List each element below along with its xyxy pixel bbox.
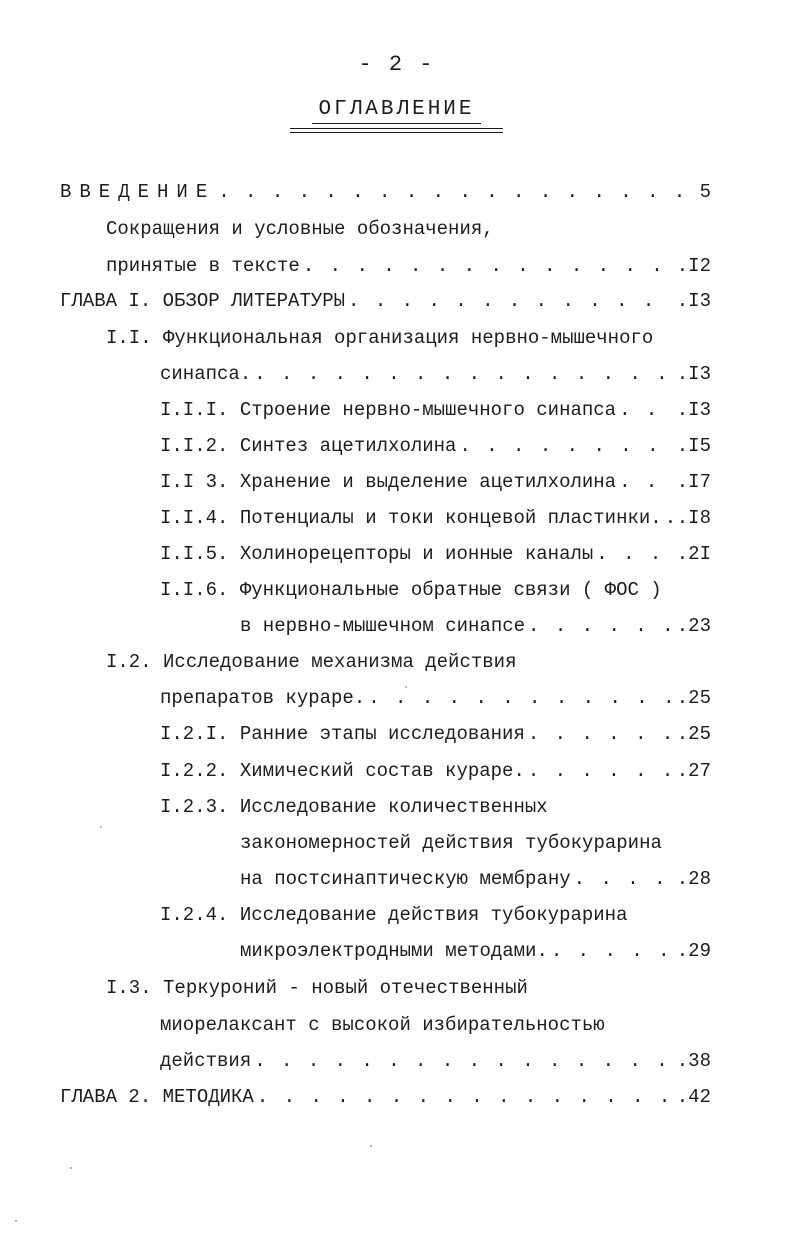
toc-entry-section-1-1-2 <box>160 435 711 465</box>
toc-entry-page: .28 <box>676 868 711 890</box>
toc-entry-label: Сокращения и условные обозначения, <box>106 218 494 240</box>
toc-entry-label: I.I.4. Потенциалы и токи концевой пластинки. <box>160 507 662 529</box>
toc-entry-section-1-2-3-cont2 <box>240 868 711 898</box>
dot-leader <box>254 363 674 385</box>
dot-leader <box>257 1086 674 1108</box>
toc-entry-label: ГЛАВА I. ОБЗОР ЛИТЕРАТУРЫ <box>60 290 346 312</box>
toc-entry-label: миорелаксант с высокой избирательностью <box>160 1014 605 1036</box>
toc-entry-label: принятые в тексте <box>106 255 300 277</box>
toc-entry-page: .25 <box>676 687 711 709</box>
scan-speck <box>370 1145 372 1147</box>
toc-entry-page: .I3 <box>676 399 711 421</box>
toc-entry-page: .42 <box>676 1086 711 1108</box>
toc-entry-page: .I7 <box>676 471 711 493</box>
dot-leader <box>619 471 674 493</box>
dot-leader <box>619 399 674 421</box>
dot-leader <box>596 543 674 565</box>
toc-entry-label: закономерностей действия тубокурарина <box>240 832 662 854</box>
toc-entry-section-1-2 <box>106 651 711 681</box>
toc-entry-section-1-2-1 <box>160 723 711 753</box>
toc-entry-abbreviations-cont <box>106 255 711 285</box>
toc-entry-section-1-1-5 <box>160 543 711 573</box>
toc-entry-label: I.I 3. Хранение и выделение ацетилхолина <box>160 471 617 493</box>
toc-entry-section-1-2-cont <box>160 687 711 717</box>
dot-leader <box>459 435 673 457</box>
toc-entry-page: .I3 <box>676 290 711 312</box>
dot-leader <box>528 615 674 637</box>
toc-entry-section-1-3-cont2 <box>160 1050 711 1080</box>
dot-leader <box>665 507 674 529</box>
toc-entry-label: препаратов кураре. <box>160 687 366 709</box>
toc-entry-label: I.2.2. Химический состав кураре. <box>160 760 525 782</box>
toc-entry-page: .27 <box>676 760 711 782</box>
toc-entry-chapter-2 <box>60 1086 711 1116</box>
toc-entry-page: .29 <box>676 940 711 962</box>
dot-leader <box>218 181 696 203</box>
dot-leader <box>551 940 674 962</box>
dot-leader <box>348 290 674 312</box>
toc-entry-page: .I3 <box>676 363 711 385</box>
toc-entry-label: I.I. Функциональная организация нервно-мышечного <box>106 327 654 349</box>
dot-leader <box>254 1050 674 1072</box>
toc-entry-section-1-2-4-cont <box>240 940 711 970</box>
page-title: ОГЛАВЛЕНИЕ <box>312 98 480 124</box>
scan-speck <box>15 1220 17 1222</box>
toc-entry-label: ГЛАВА 2. МЕТОДИКА <box>60 1086 254 1108</box>
toc-entry-label: I.I.5. Холинорецепторы и ионные каналы <box>160 543 594 565</box>
dot-leader <box>528 760 674 782</box>
toc-entry-page: .I8 <box>676 507 711 529</box>
dot-leader <box>368 687 674 709</box>
toc-entry-label: I.2.4. Исследование действия тубокурарина <box>160 904 628 926</box>
toc-entry-section-1-1-cont <box>160 363 711 393</box>
toc-entry-label: действия <box>160 1050 252 1072</box>
toc-entry-label: I.2.3. Исследование количественных <box>160 796 548 818</box>
toc-entry-section-1-1-1 <box>160 399 711 429</box>
scan-speck <box>100 826 102 828</box>
toc-entry-section-1-1 <box>106 327 711 357</box>
toc-entry-label: I.I.2. Синтез ацетилхолина <box>160 435 457 457</box>
toc-entry-section-1-2-4 <box>160 904 711 934</box>
toc-entry-section-1-1-6-cont <box>240 615 711 645</box>
toc-entry-label: I.2.I. Ранние этапы исследования <box>160 723 525 745</box>
toc-entry-label: I.I.6. Функциональные обратные связи ( ФОС ) <box>160 579 662 601</box>
toc-entry-page: .I2 <box>676 255 711 277</box>
toc-entry-abbreviations <box>106 218 711 248</box>
toc-entry-section-1-2-3-cont <box>240 832 711 862</box>
toc-entry-label: I.2. Исследование механизма действия <box>106 651 517 673</box>
toc-entry-page: .2I <box>676 543 711 565</box>
toc-entry-section-1-2-2 <box>160 760 711 790</box>
toc-entry-page: .I5 <box>676 435 711 457</box>
toc-entry-label: микроэлектродными методами. <box>240 940 548 962</box>
toc-entry-page: .38 <box>676 1050 711 1072</box>
dot-leader <box>528 723 674 745</box>
dot-leader <box>574 868 674 890</box>
toc-entry-label: ВВЕДЕНИЕ <box>60 181 216 203</box>
toc-entry-label: в нервно-мышечном синапсе <box>240 615 526 637</box>
toc-entry-section-1-3 <box>106 977 711 1007</box>
toc-entry-page: .25 <box>676 723 711 745</box>
toc-entry-section-1-1-3 <box>160 471 711 501</box>
toc-entry-page: .23 <box>676 615 711 637</box>
toc-entry-label: синапса. <box>160 363 252 385</box>
toc-entry-section-1-1-4 <box>160 507 711 537</box>
toc-entry-section-1-1-6 <box>160 579 711 609</box>
toc-entry-label: на постсинаптическую мембрану <box>240 868 571 890</box>
scan-speck <box>405 686 407 688</box>
toc-entry-section-1-2-3 <box>160 796 711 826</box>
dot-leader <box>303 255 674 277</box>
toc-entry-label: I.I.I. Строение нервно-мышечного синапса <box>160 399 617 421</box>
toc-entry-section-1-3-cont <box>160 1014 711 1044</box>
page-number: - 2 - <box>358 52 435 77</box>
scan-speck <box>70 1167 72 1169</box>
toc-entry-page: 5 <box>699 181 711 203</box>
toc-entry-chapter-1 <box>60 290 711 320</box>
toc-entry-label: I.3. Теркуроний - новый отечественный <box>106 977 528 999</box>
toc-entry-introduction <box>60 181 711 211</box>
